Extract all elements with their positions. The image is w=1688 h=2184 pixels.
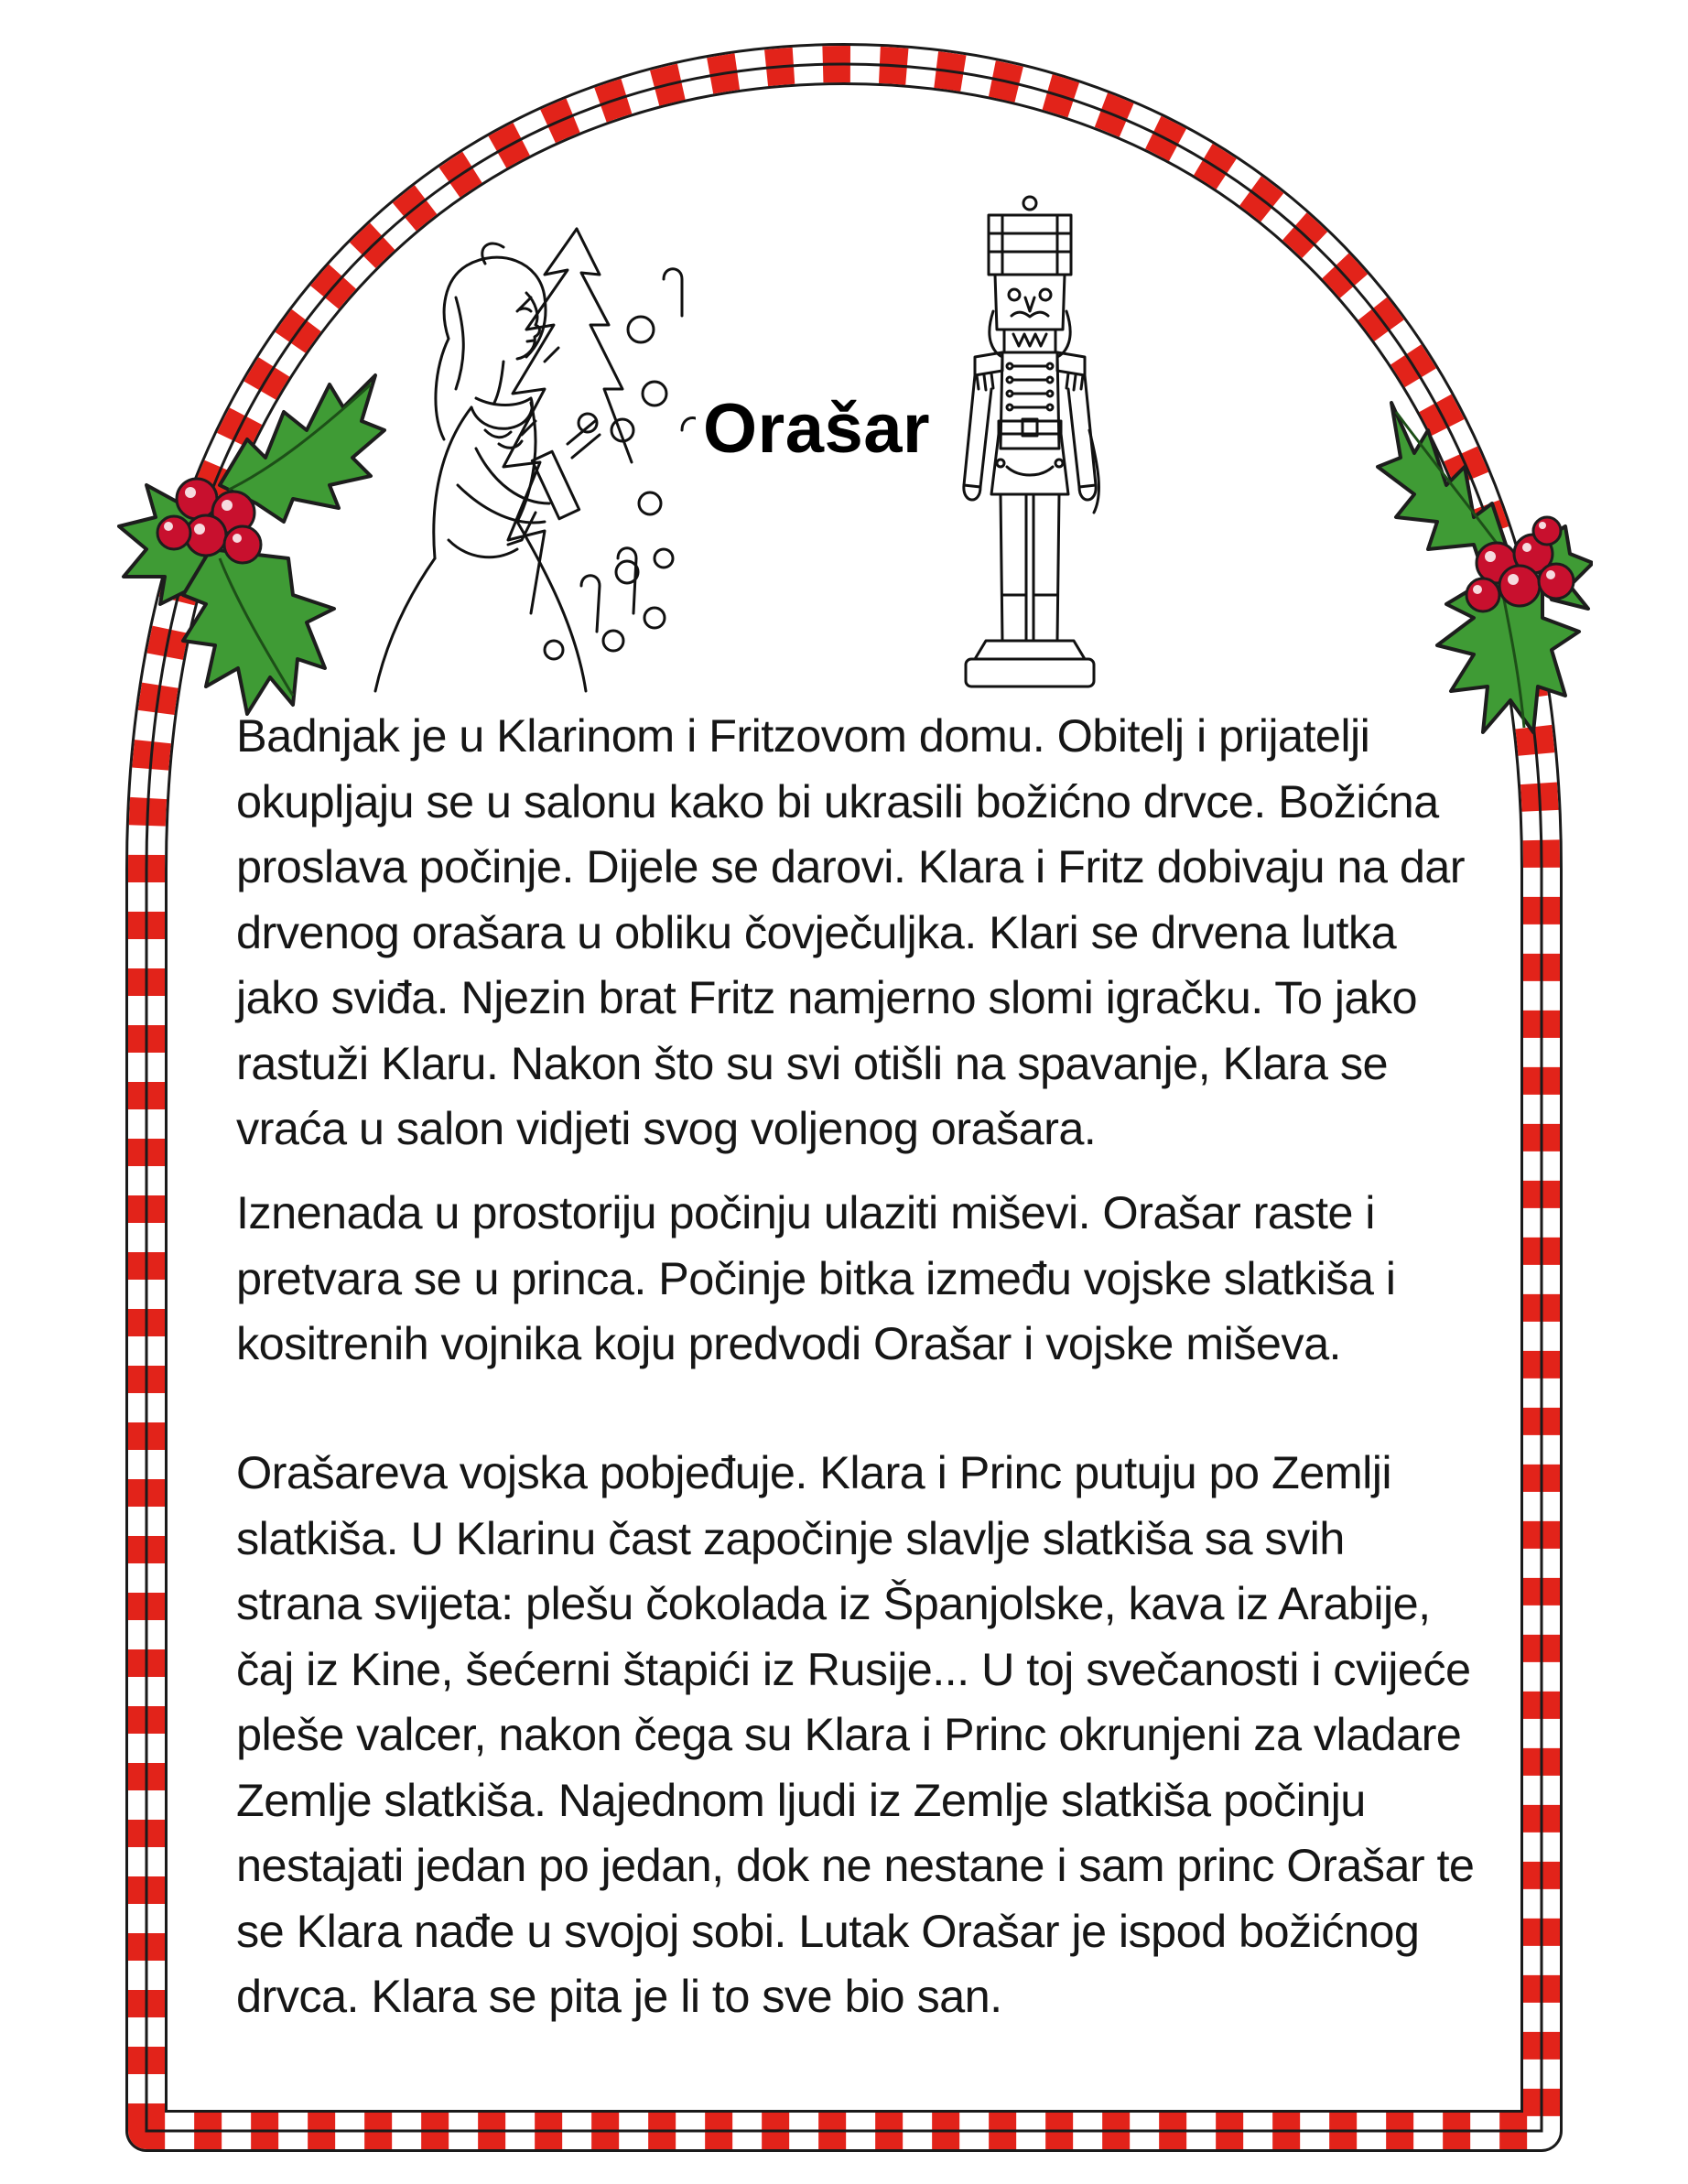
story-line: pleše valcer, nakon čega su Klara i Princ okrunjeni za vladare [236,1708,1462,1760]
story-line: kositrenih vojnika koju predvodi Orašar i vojske miševa. [236,1317,1341,1369]
story-line: Iznenada u prostoriju počinju ulaziti miševi. Orašar raste i [236,1186,1375,1238]
story-paragraph-2 [236,1180,1499,1377]
story-line: Badnjak je u Klarinom i Fritzovom domu. Obitelj i prijatelji [236,709,1370,762]
story-line: pretvara se u princa. Počinje bitka između vojske slatkiša i [236,1251,1396,1304]
story-paragraph-3 [236,1440,1499,2029]
story-line: rastuži Klaru. Nakon što su svi otišli na spavanje, Klara se [236,1036,1388,1089]
story-line: se Klara nađe u svojoj sobi. Lutak Orašar je ispod božićnog [236,1904,1420,1957]
story-line: strana svijeta: plešu čokolada iz Španjolske, kava iz Arabije, [236,1577,1431,1629]
story-line: drvca. Klara se pita je li to sve bio san. [236,1970,1002,2022]
page-title: Orašar [703,390,931,468]
story-line: slatkiša. U Klarinu čast započinje slavlje slatkiša sa svih [236,1511,1345,1564]
story-line: Orašareva vojska pobjeđuje. Klara i Princ putuju po Zemlji [236,1446,1392,1498]
story-paragraph-1 [236,703,1499,1162]
story-line: drvenog orašara u obliku čovječuljka. Klari se drvena lutka [236,905,1397,958]
story-line: jako sviđa. Njezin brat Fritz namjerno slomi igračku. To jako [236,971,1418,1023]
clara-illustration [348,211,696,696]
story-line: vraća u salon vidjeti svog voljenog orašara. [236,1102,1097,1154]
story-line: proslava počinje. Dijele se darovi. Klara i Fritz dobivaju na dar [236,840,1466,892]
story-line: okupljaju se u salonu kako bi ukrasili božićno drvce. Božićna [236,774,1439,827]
story-line: čaj iz Kine, šećerni štapići iz Rusije... U toj svečanosti i cvijeće [236,1642,1471,1695]
story-line: nestajati jedan po jedan, dok ne nestane i sam princ Orašar te [236,1839,1475,1891]
story-line: Zemlje slatkiša. Najednom ljudi iz Zemlje slatkiša počinju [236,1773,1366,1826]
nutcracker-illustration [938,192,1121,691]
holly-right-icon [1373,366,1593,760]
